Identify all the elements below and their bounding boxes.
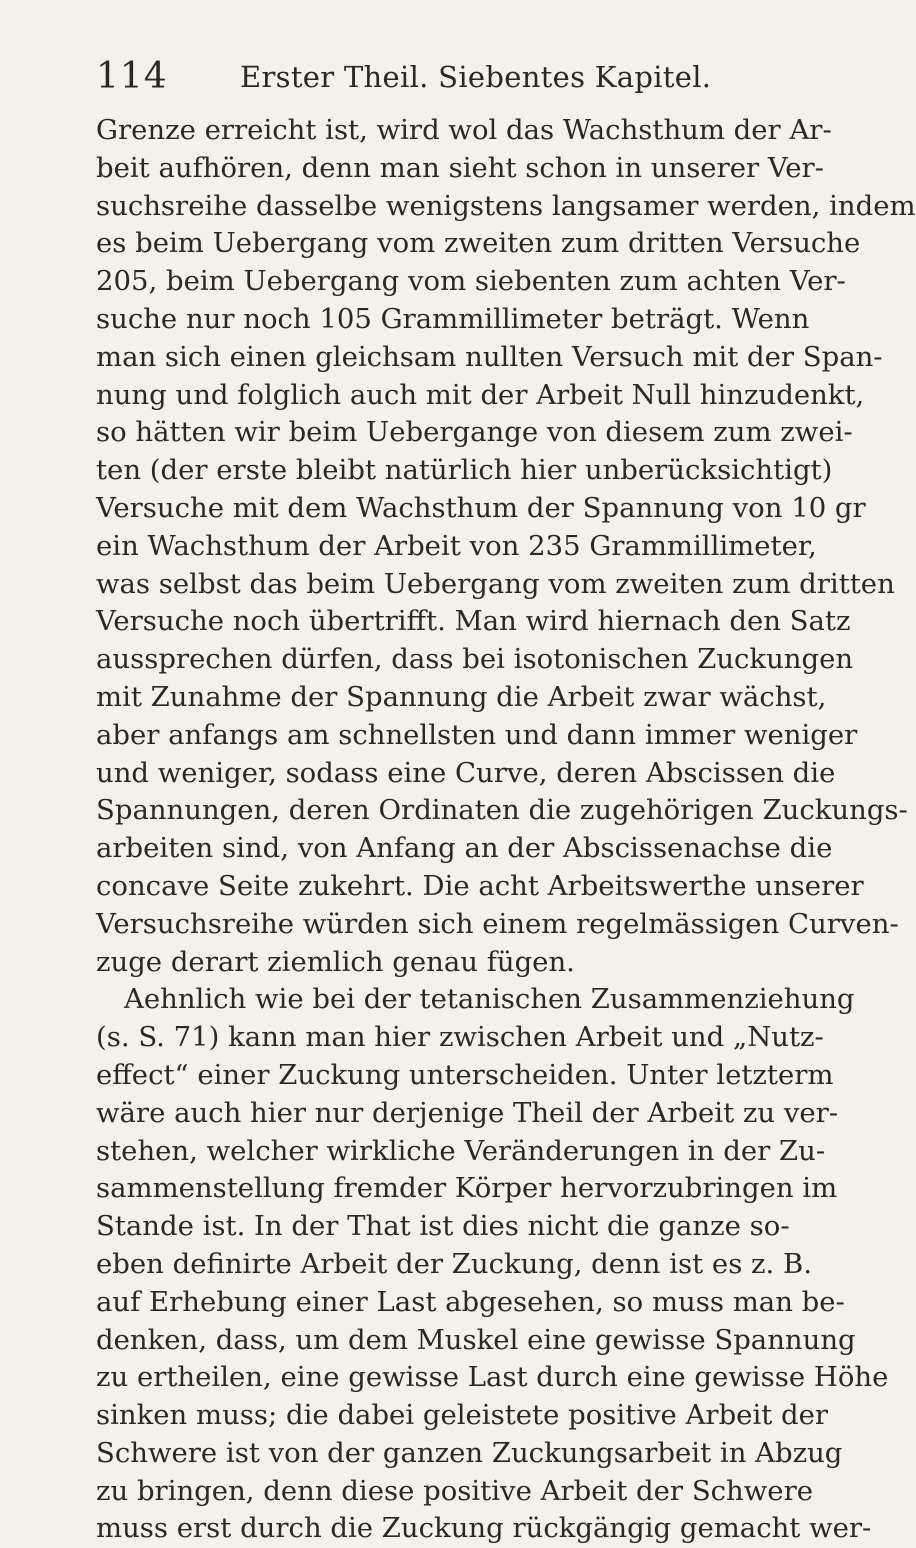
- text-line: man sich einen gleichsam nullten Versuch mit der Span-: [96, 340, 883, 373]
- text-line: Grenze erreicht ist, wird wol das Wachsthum der Ar-: [96, 114, 832, 146]
- text-line: 205, beim Uebergang vom siebenten zum achten Ver-: [96, 265, 846, 298]
- text-line: aber anfangs am schnellsten und dann immer weniger: [96, 718, 858, 751]
- text-line: es beim Uebergang vom zweiten zum dritten Versuche: [96, 227, 861, 260]
- text-line: zuge derart ziemlich genau fügen.: [96, 945, 575, 978]
- text-line: sinken muss; die dabei geleistete positive Arbeit der: [96, 1399, 829, 1432]
- text-line: sammenstellung fremder Körper hervorzubringen im: [96, 1172, 838, 1205]
- running-head: [96, 52, 776, 102]
- text-line: nung und folglich auch mit der Arbeit Null hinzudenkt,: [96, 378, 865, 411]
- text-line: Stande ist. In der That ist dies nicht die ganze so-: [96, 1210, 790, 1243]
- text-line: ein Wachsthum der Arbeit von 235 Grammillimeter,: [96, 529, 817, 562]
- text-line: suche nur noch 105 Grammillimeter beträgt. Wenn: [96, 302, 810, 335]
- text-line: Versuche mit dem Wachsthum der Spannung von 10 gr: [96, 491, 866, 524]
- text-line: suchsreihe dasselbe wenigstens langsamer werden, indem: [96, 189, 916, 222]
- text-line: auf Erhebung einer Last abgesehen, so muss man be-: [96, 1285, 845, 1318]
- body-text: [96, 112, 916, 1548]
- text-line: (s. S. 71) kann man hier zwischen Arbeit und „Nutz-: [96, 1021, 824, 1054]
- text-line: effect“ einer Zuckung unterscheiden. Unter letzterm: [96, 1058, 834, 1091]
- text-line: stehen, welcher wirkliche Veränderungen in der Zu-: [96, 1134, 826, 1167]
- running-title: Erster Theil. Siebentes Kapitel.: [240, 60, 712, 94]
- text-line: Versuchsreihe würden sich einem regelmässigen Curven-: [96, 907, 899, 940]
- text-line: Schwere ist von der ganzen Zuckungsarbeit in Abzug: [96, 1436, 843, 1469]
- text-line: Versuche noch übertrifft. Man wird hiernach den Satz: [96, 605, 851, 638]
- text-line: denken, dass, um dem Muskel eine gewisse Spannung: [96, 1323, 856, 1356]
- text-line: eben definirte Arbeit der Zuckung, denn ist es z. B.: [96, 1247, 812, 1280]
- text-line: beit aufhören, denn man sieht schon in unserer Ver-: [96, 151, 824, 184]
- text-line: Aehnlich wie bei der tetanischen Zusammenziehung: [124, 983, 855, 1016]
- text-line: ten (der erste bleibt natürlich hier unberücksichtigt): [96, 454, 833, 487]
- text-line: zu ertheilen, eine gewisse Last durch eine gewisse Höhe: [96, 1361, 889, 1394]
- text-line: muss erst durch die Zuckung rückgängig gemacht wer-: [96, 1512, 872, 1545]
- text-line: Spannungen, deren Ordinaten die zugehörigen Zuckungs-: [96, 794, 908, 827]
- text-line: concave Seite zukehrt. Die acht Arbeitswerthe unserer: [96, 869, 864, 902]
- text-line: was selbst das beim Uebergang vom zweiten zum dritten: [96, 567, 895, 600]
- text-line: arbeiten sind, von Anfang an der Abscissenachse die: [96, 832, 833, 865]
- text-line: zu bringen, denn diese positive Arbeit der Schwere: [96, 1474, 814, 1507]
- text-line: aussprechen dürfen, dass bei isotonischen Zuckungen: [96, 643, 854, 676]
- text-line: mit Zunahme der Spannung die Arbeit zwar wächst,: [96, 680, 827, 713]
- text-line: wäre auch hier nur derjenige Theil der Arbeit zu ver-: [96, 1096, 839, 1129]
- text-line: und weniger, sodass eine Curve, deren Abscissen die: [96, 756, 836, 789]
- page-number: 114: [96, 56, 168, 97]
- text-line: so hätten wir beim Uebergange von diesem zum zwei-: [96, 416, 853, 449]
